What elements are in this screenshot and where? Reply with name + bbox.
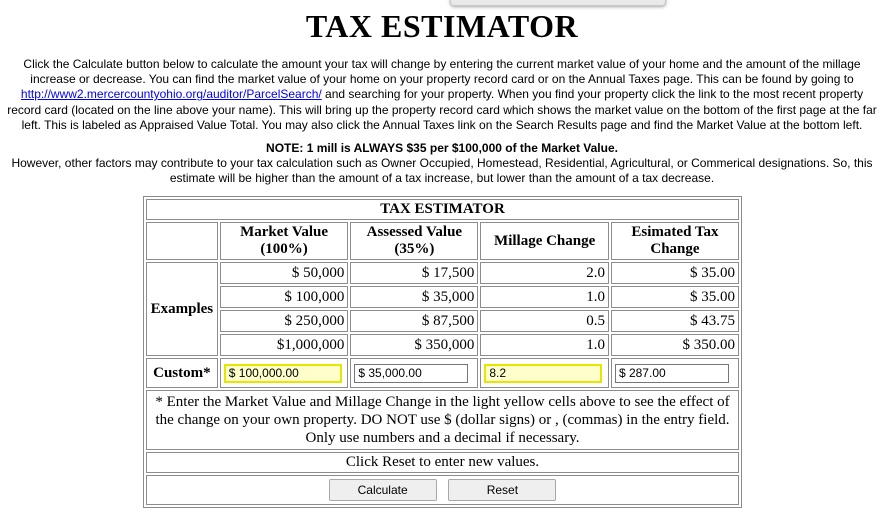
custom-millage-cell <box>480 358 609 388</box>
header-millage-change: Millage Change <box>480 222 609 260</box>
market-value-input[interactable] <box>224 364 342 383</box>
custom-assessed-cell <box>350 358 478 388</box>
reset-note: Click Reset to enter new values. <box>146 452 739 473</box>
header-market-value: Market Value (100%) <box>220 222 349 260</box>
header-blank <box>146 222 218 260</box>
button-row <box>146 475 739 505</box>
example-cell: 2.0 <box>480 262 609 284</box>
millage-change-input[interactable] <box>484 364 602 383</box>
example-cell: $ 17,500 <box>350 262 478 284</box>
custom-label: Custom* <box>146 358 218 388</box>
table-title: TAX ESTIMATOR <box>146 199 739 220</box>
parcel-search-link[interactable]: http://www2.mercercountyohio.org/auditor/ParcelSearch/ <box>20 87 322 102</box>
example-cell: $ 87,500 <box>350 310 478 332</box>
note-text: However, other factors may contribute to your tax calculation such as Owner Occupied, Homestead, Residential, Agricultural, or Commerical designations. So, this estimate will be higher than the amount of a tax increase, but lower than the amount of a tax decrease. <box>11 156 873 186</box>
example-cell: $ 35.00 <box>611 262 739 284</box>
tax-estimator-table <box>143 196 742 508</box>
header-assessed-value: Assessed Value (35%) <box>350 222 478 260</box>
instructions-text: * Enter the Market Value and Millage Change in the light yellow cells above to see the effect of the change on your own property. DO NOT use $ (dollar signs) or , (commas) in the entry field. Only use numbers and a decimal if necessary. <box>146 390 739 450</box>
example-cell: 1.0 <box>480 334 609 356</box>
example-cell: $ 250,000 <box>220 310 349 332</box>
custom-tax-cell <box>611 358 739 388</box>
example-cell: $ 50,000 <box>220 262 349 284</box>
assessed-value-field[interactable] <box>354 364 468 383</box>
tax-change-field[interactable] <box>615 364 729 383</box>
examples-label: Examples <box>146 262 218 356</box>
intro-paragraph <box>4 57 880 133</box>
example-cell: 0.5 <box>480 310 609 332</box>
example-cell: $1,000,000 <box>220 334 349 356</box>
note-bold: NOTE: 1 mill is ALWAYS $35 per $100,000 of the Market Value. <box>266 141 618 155</box>
top-scroll-bar <box>450 0 666 6</box>
intro-text-after: and searching for your property. When you find your property click the link to the most recent property record card (located on the line above your name). This will bring up the property record card which shows the market value on the bottom of the first page at the far left. This is labeled as Appraised Value Total. You may also click the Annual Taxes link on the Search Results page and find the Market Value at the bottom left. <box>7 87 877 132</box>
example-cell: $ 100,000 <box>220 286 349 308</box>
reset-button[interactable]: Reset <box>448 479 556 501</box>
example-cell: $ 35,000 <box>350 286 478 308</box>
header-estimated-tax: Esimated Tax Change <box>611 222 739 260</box>
custom-market-cell <box>220 358 349 388</box>
example-cell: $ 43.75 <box>611 310 739 332</box>
page-title: TAX ESTIMATOR <box>305 8 579 44</box>
example-cell: $ 35.00 <box>611 286 739 308</box>
example-cell: 1.0 <box>480 286 609 308</box>
calculate-button[interactable]: Calculate <box>329 479 437 501</box>
example-cell: $ 350.00 <box>611 334 739 356</box>
example-cell: $ 350,000 <box>350 334 478 356</box>
note-paragraph <box>4 141 880 187</box>
intro-text-before: Click the Calculate button below to calculate the amount your tax will change by entering the current market value of your home and the amount of the millage increase or decrease. You can find the market value of your home on your property record card or on the Annual Taxes page. This can be found by going to <box>23 57 861 87</box>
